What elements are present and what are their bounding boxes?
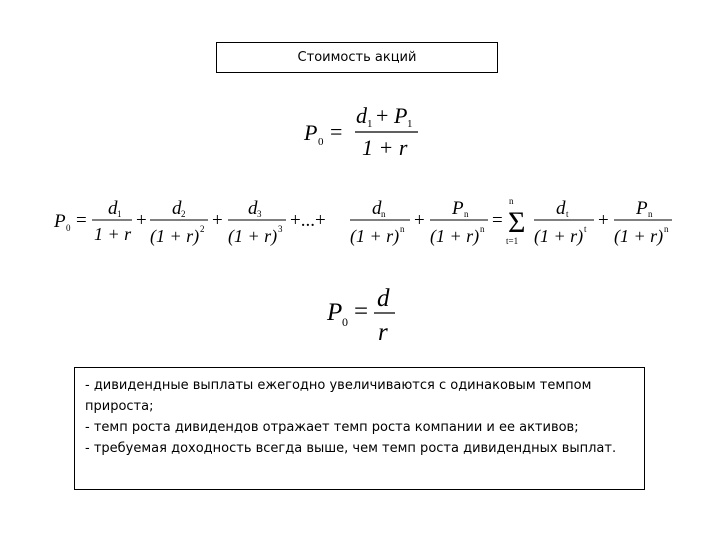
f2-st-num: d — [556, 198, 566, 219]
f2-t2-den: (1 + r) — [150, 226, 200, 246]
f2-lhs-sub: 0 — [66, 223, 71, 233]
f3-equals: = — [354, 298, 369, 325]
f2-t1-num: d — [108, 198, 118, 219]
formula-series — [50, 192, 680, 254]
f2-t1-num-sub: 1 — [117, 209, 122, 219]
f2-tp-den: (1 + r) — [430, 226, 480, 246]
f2-t3-num-sub: 3 — [257, 209, 262, 219]
assumption-item: - требуемая доходность всегда выше, чем темп роста дивидендных выплат. — [85, 441, 617, 456]
f2-st-num-sub: t — [566, 209, 569, 219]
f2-t2-power: 2 — [200, 224, 205, 234]
f1-num-P-sub: 1 — [407, 118, 413, 130]
f2-tp-power: n — [480, 224, 485, 234]
f3-num: d — [377, 285, 390, 312]
f2-plus-4: + — [598, 210, 609, 231]
f2-tn-num: d — [372, 198, 382, 219]
f2-tn-num-sub: n — [381, 209, 386, 219]
f2-equals: = — [76, 210, 87, 231]
f2-equals-2: = — [492, 210, 503, 231]
f1-den: 1 + r — [362, 135, 408, 160]
f2-t2-num: d — [172, 198, 182, 219]
f2-plus-3: + — [414, 210, 425, 231]
assumption-item: - дивидендные выплаты ежегодно увеличиваются с одинаковым темпом прироста; — [85, 378, 592, 414]
f2-t3-den: (1 + r) — [228, 226, 278, 246]
f1-lhs: P — [304, 120, 318, 145]
f2-t3-power: 3 — [278, 224, 283, 234]
f2-t3-num: d — [248, 198, 258, 219]
f2-plus-2: + — [212, 210, 223, 231]
assumptions-box — [74, 367, 645, 490]
f1-num-d-sub: 1 — [367, 118, 373, 130]
formula-one-period — [300, 98, 430, 162]
f2-sum-lower: t=1 — [506, 236, 519, 246]
f3-den: r — [378, 319, 388, 346]
f1-num-plus: + — [376, 103, 389, 128]
f3-lhs-sub: 0 — [342, 315, 348, 329]
f2-tp-num-sub: n — [464, 209, 469, 219]
f1-num-P: P — [394, 103, 408, 128]
f2-st-den: (1 + r) — [534, 226, 584, 246]
f1-lhs-sub: 0 — [318, 136, 324, 148]
f2-lt-num-sub: n — [648, 209, 653, 219]
f2-lhs: P — [54, 211, 66, 232]
f2-sum-upper: n — [509, 196, 514, 206]
formula-perpetuity — [325, 280, 405, 350]
assumption-item: - темп роста дивидендов отражает темп роста компании и ее активов; — [85, 420, 579, 435]
f2-t2-num-sub: 2 — [181, 209, 186, 219]
f3-lhs: P — [327, 299, 343, 326]
f2-lt-power: n — [664, 224, 669, 234]
slide-title: Стоимость акций — [216, 42, 498, 73]
f2-lt-den: (1 + r) — [614, 226, 664, 246]
f2-sum-symbol: Σ — [508, 206, 526, 239]
f1-num-d: d — [356, 103, 367, 128]
f2-ellipsis: +...+ — [290, 210, 326, 231]
f2-plus-1: + — [136, 210, 147, 231]
f2-tp-num: P — [452, 198, 464, 219]
f1-equals: = — [330, 119, 343, 144]
f2-st-power: t — [584, 224, 587, 234]
f2-tn-power: n — [400, 224, 405, 234]
f2-tn-den: (1 + r) — [350, 226, 400, 246]
f2-lt-num: P — [636, 198, 648, 219]
f2-t1-den: 1 + r — [94, 224, 132, 244]
